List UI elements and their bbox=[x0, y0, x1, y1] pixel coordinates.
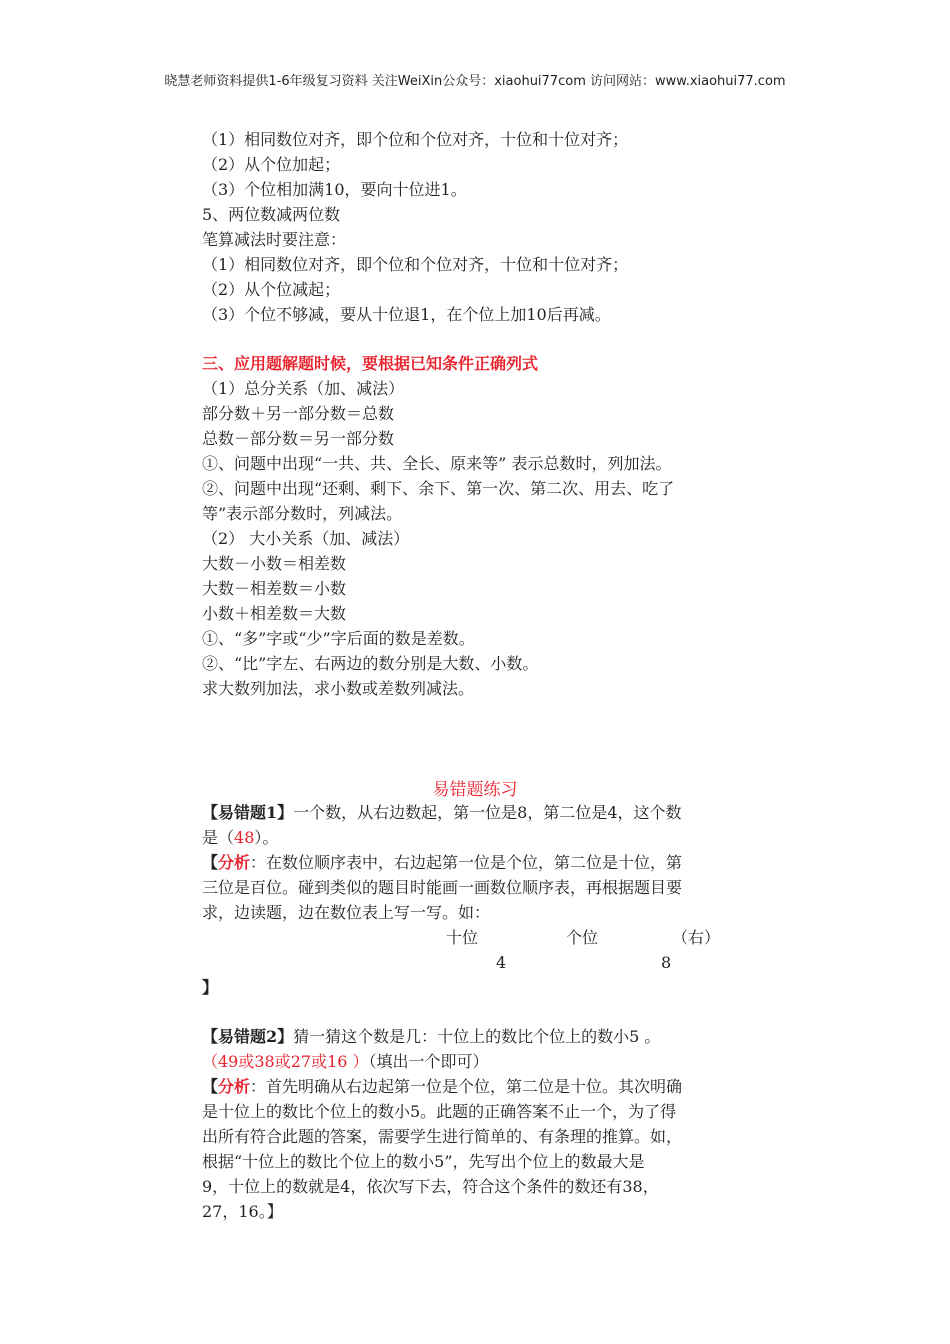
q2-line-2 bbox=[202, 1049, 489, 1074]
s3-line-11: ①、“多”字或“少”字后面的数是差数。 bbox=[202, 629, 475, 648]
sub-rule-1: （1）相同数位对齐，即个位和个位对齐，十位和十位对齐； bbox=[202, 255, 629, 274]
q2-answer-note: （填出一个即可） bbox=[368, 1052, 489, 1071]
q2-analysis-colon: ： bbox=[250, 1077, 267, 1096]
s3-line-9: 大数－相差数＝小数 bbox=[202, 579, 347, 598]
practice-title: 易错题练习 bbox=[432, 780, 518, 800]
s3-line-6: 等”表示部分数时，列减法。 bbox=[202, 504, 403, 523]
q2-analysis-1: 首先明确从右边起第一位是个位，第二位是十位。其次明确 bbox=[266, 1077, 683, 1096]
place-header-tens: 十位 bbox=[446, 928, 479, 947]
q2-text-1: 猜一猜这个数是几：十位上的数比个位上的数小5 。 bbox=[293, 1027, 661, 1046]
s3-line-5: ②、问题中出现“还剩、剩下、余下、第一次、第二次、用去、吃了 bbox=[202, 479, 675, 498]
q2-label: 【易错题2】 bbox=[202, 1027, 294, 1046]
q1-analysis-colon: ： bbox=[250, 853, 267, 872]
q1-analysis-bracket: 【分析 bbox=[202, 853, 251, 872]
place-header-ones: 个位 bbox=[566, 928, 599, 947]
add-rule-3: （3）个位相加满10，要向十位进1。 bbox=[202, 180, 467, 199]
q2-analysis-bracket: 【分析 bbox=[202, 1077, 251, 1096]
q2-analysis-5: 9，十位上的数就是4，依次写下去，符合这个条件的数还有38， bbox=[202, 1177, 659, 1196]
s3-line-3: 总数－部分数＝另一部分数 bbox=[202, 429, 395, 448]
place-value-tens: 4 bbox=[496, 953, 507, 972]
s3-line-12: ②、“比”字左、右两边的数分别是大数、小数。 bbox=[202, 654, 539, 673]
sub-rule-3: （3）个位不够减，要从十位退1，在个位上加10后再减。 bbox=[202, 305, 611, 324]
q1-text-2-pre: 是（ bbox=[202, 828, 235, 847]
s3-line-8: 大数－小数＝相差数 bbox=[202, 554, 347, 573]
q2-analysis-line-1 bbox=[202, 1074, 682, 1099]
add-rule-1: （1）相同数位对齐，即个位和个位对齐，十位和十位对齐； bbox=[202, 130, 629, 149]
sub-rule-2: （2）从个位减起； bbox=[202, 280, 341, 299]
q1-text-2-post: ）。 bbox=[254, 828, 279, 847]
subtraction-title: 5、两位数减两位数 bbox=[202, 205, 341, 224]
s3-line-7: （2） 大小关系（加、减法） bbox=[202, 529, 410, 548]
q1-line-1 bbox=[202, 800, 682, 825]
q1-line-2 bbox=[202, 825, 278, 850]
s3-line-1: （1）总分关系（加、减法） bbox=[202, 379, 405, 398]
subtraction-note: 笔算减法时要注意： bbox=[202, 230, 347, 249]
section3-heading: 三、应用题解题时候，要根据已知条件正确列式 bbox=[202, 354, 539, 373]
page-header: 晓慧老师资料提供1-6年级复习资料 关注WeiXin公众号：xiaohui77com 访问网站：www.xiaohui77.com bbox=[164, 74, 786, 89]
place-header-right: （右） bbox=[672, 928, 721, 947]
q1-analysis-1: 在数位顺序表中，右边起第一位是个位，第二位是十位，第 bbox=[266, 853, 683, 872]
q2-analysis-2: 是十位上的数比个位上的数小5。此题的正确答案不止一个，为了得 bbox=[202, 1102, 677, 1121]
place-value-ones: 8 bbox=[661, 953, 672, 972]
s3-line-2: 部分数＋另一部分数＝总数 bbox=[202, 404, 395, 423]
q1-analysis-3: 求，边读题，边在数位表上写一写。如： bbox=[202, 903, 491, 922]
q2-answer: （49或38或27或16 ） bbox=[202, 1052, 369, 1071]
add-rule-2: （2）从个位加起； bbox=[202, 155, 341, 174]
q1-label: 【易错题1】 bbox=[202, 803, 294, 822]
s3-line-4: ①、问题中出现“一共、共、全长、原来等” 表示总数时，列加法。 bbox=[202, 454, 672, 473]
q2-line-1 bbox=[202, 1024, 660, 1049]
s3-line-10: 小数＋相差数＝大数 bbox=[202, 604, 347, 623]
q2-analysis-6: 27，16。】 bbox=[202, 1202, 283, 1221]
q1-text-1: 一个数，从右边数起，第一位是8，第二位是4，这个数 bbox=[293, 803, 682, 822]
q2-analysis-3: 出所有符合此题的答案，需要学生进行简单的、有条理的推算。如， bbox=[202, 1127, 683, 1146]
q1-analysis-2: 三位是百位。碰到类似的题目时能画一画数位顺序表，再根据题目要 bbox=[202, 878, 683, 897]
q2-analysis-4: 根据“十位上的数比个位上的数小5”，先写出个位上的数最大是 bbox=[202, 1152, 645, 1171]
q1-analysis-line-1 bbox=[202, 850, 682, 875]
s3-line-13: 求大数列加法，求小数或差数列减法。 bbox=[202, 679, 475, 698]
q1-close-bracket: 】 bbox=[202, 978, 219, 997]
q1-answer: 48 bbox=[234, 828, 255, 847]
